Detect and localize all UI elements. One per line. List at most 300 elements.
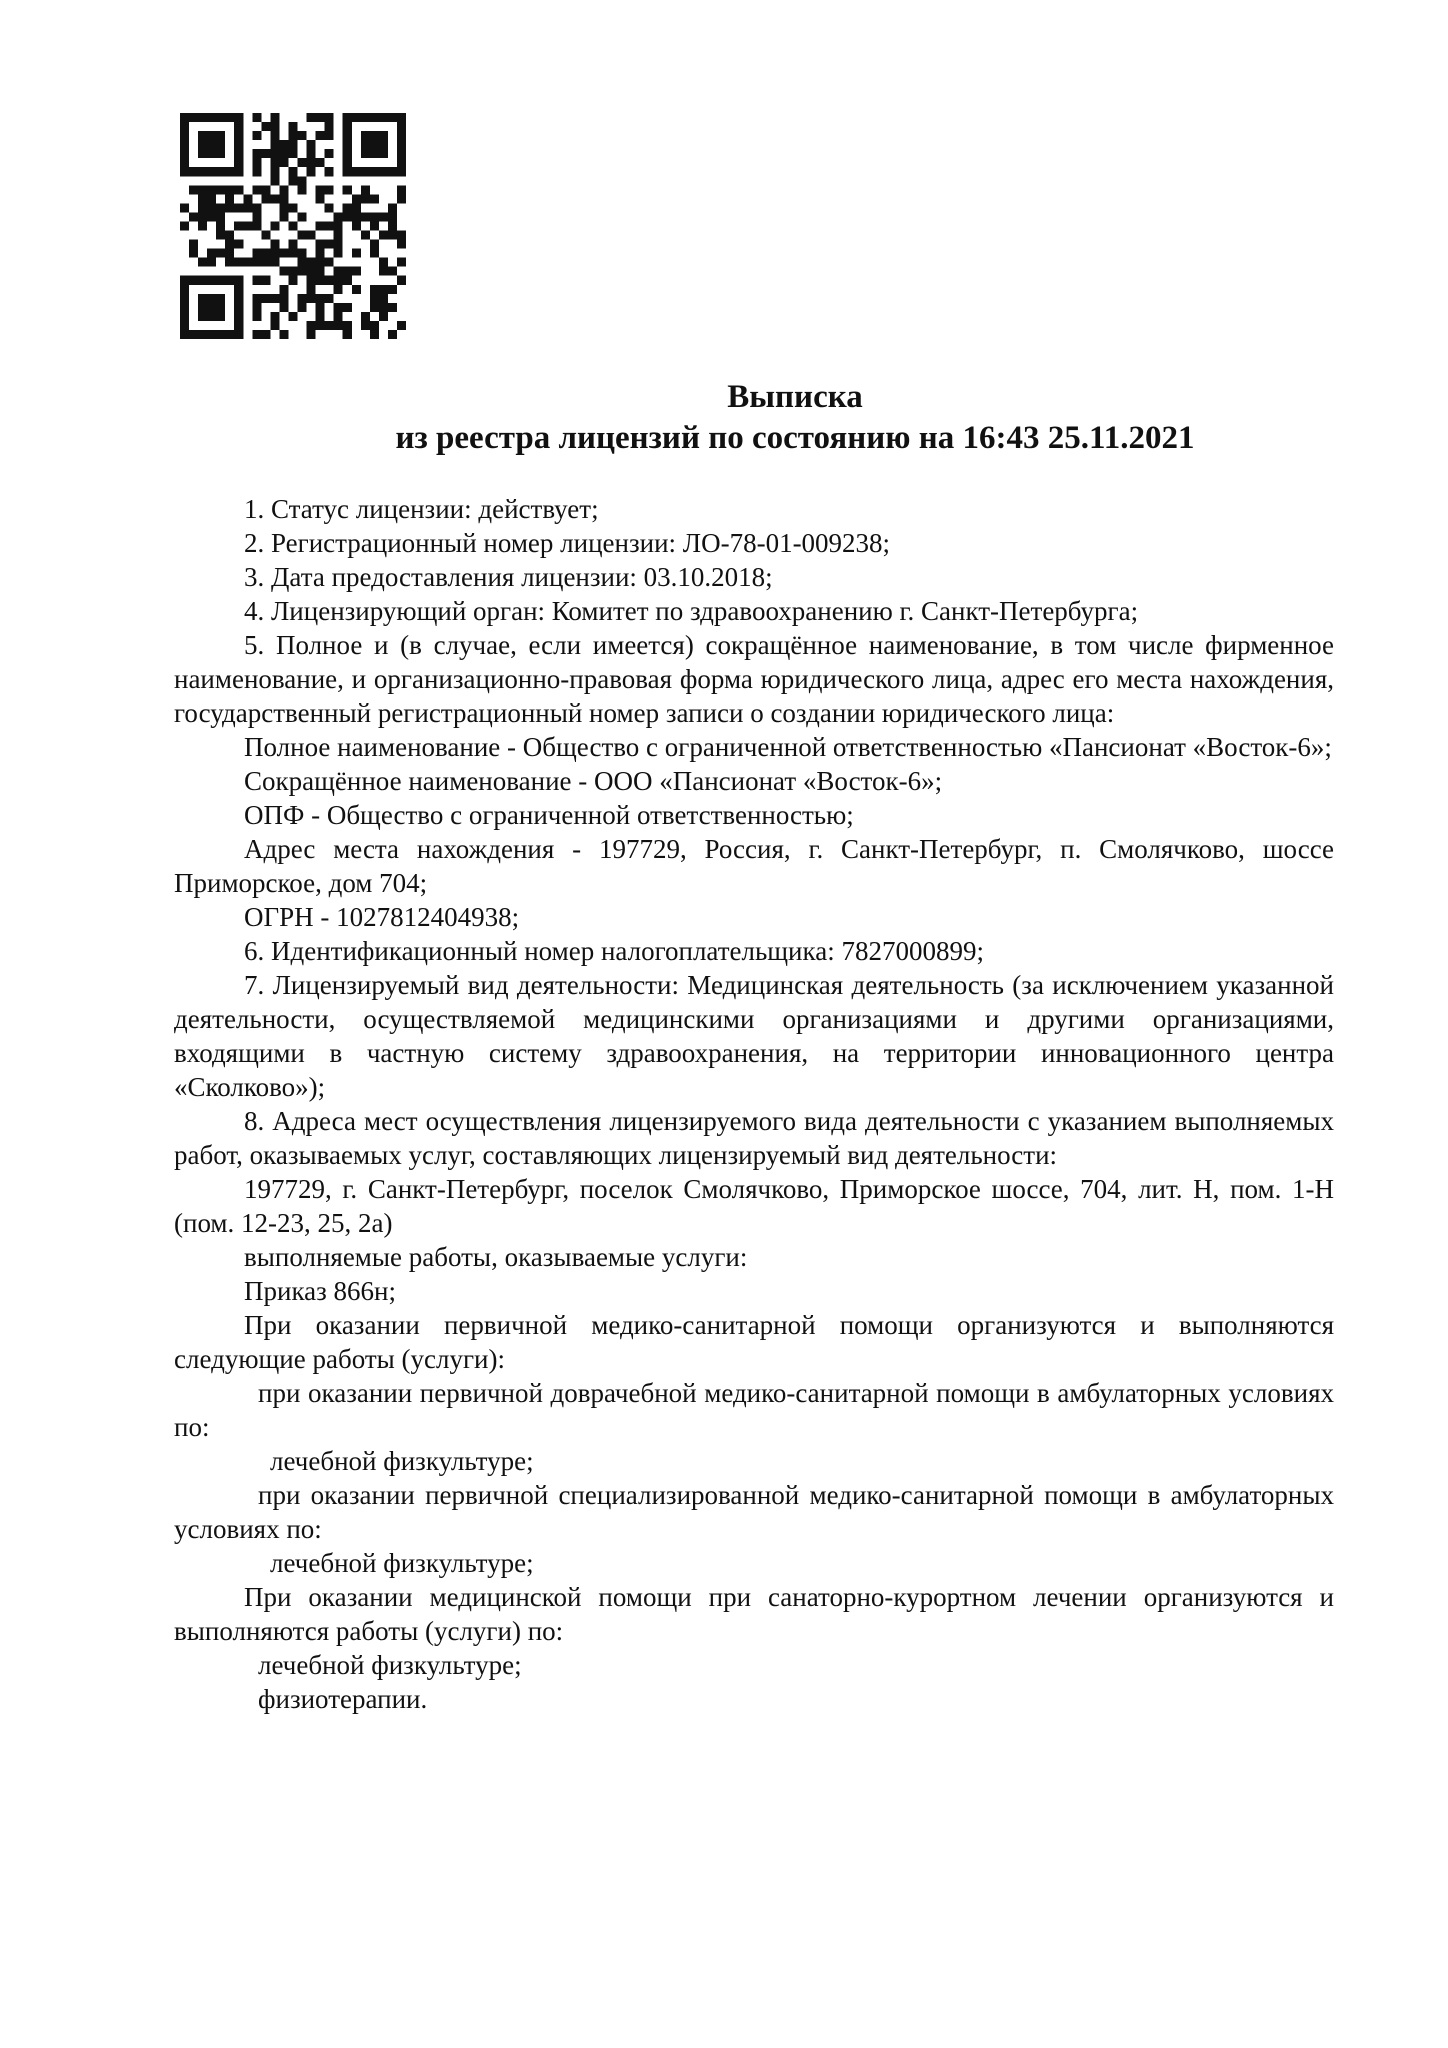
- qr-module: [379, 303, 388, 312]
- qr-module: [225, 167, 234, 176]
- qr-module: [216, 330, 225, 339]
- qr-module: [316, 303, 325, 312]
- qr-module: [370, 212, 379, 221]
- item-entity-intro: 5. Полное и (в случае, если имеется) сокращённое наименование, в том числе фирменное наименование, и организационно-правовая форма юридического лица, адрес его места нахождения, государственный регистрационный номер записи о создании юридического лица:: [174, 630, 1334, 728]
- qr-module: [234, 167, 243, 176]
- qr-module: [216, 221, 225, 230]
- qr-module: [343, 185, 352, 194]
- qr-module: [279, 194, 288, 203]
- qr-module: [180, 294, 189, 303]
- prehospital-care-heading: при оказании первичной доврачебной медико-санитарной помощи в амбулаторных условиях по:: [174, 1378, 1334, 1442]
- qr-module: [234, 158, 243, 167]
- qr-module: [234, 221, 243, 230]
- qr-module: [361, 149, 370, 158]
- qr-module: [288, 249, 297, 258]
- qr-module: [298, 258, 307, 267]
- qr-module: [325, 203, 334, 212]
- qr-module: [180, 158, 189, 167]
- qr-module: [325, 131, 334, 140]
- qr-module: [198, 330, 207, 339]
- qr-module: [361, 113, 370, 122]
- qr-module: [252, 185, 261, 194]
- qr-module: [334, 267, 343, 276]
- qr-module: [388, 221, 397, 230]
- qr-module: [234, 330, 243, 339]
- qr-module: [180, 303, 189, 312]
- qr-module: [379, 149, 388, 158]
- qr-module: [225, 113, 234, 122]
- qr-module: [334, 312, 343, 321]
- qr-module: [207, 203, 216, 212]
- qr-module: [325, 185, 334, 194]
- qr-module: [198, 212, 207, 221]
- qr-module: [316, 312, 325, 321]
- qr-module: [316, 194, 325, 203]
- qr-module: [234, 122, 243, 131]
- qr-module: [352, 194, 361, 203]
- qr-module: [189, 330, 198, 339]
- qr-module: [207, 194, 216, 203]
- qr-module: [288, 203, 297, 212]
- qr-module: [379, 285, 388, 294]
- qr-module: [180, 221, 189, 230]
- qr-module: [207, 303, 216, 312]
- qr-module: [207, 276, 216, 285]
- qr-module: [370, 194, 379, 203]
- qr-module: [180, 203, 189, 212]
- qr-module: [279, 267, 288, 276]
- qr-module: [189, 212, 198, 221]
- qr-module: [334, 303, 343, 312]
- item-licensed-activity: 7. Лицензируемый вид деятельности: Медицинская деятельность (за исключением указанной деятельности, осуществляемой медицинскими организациями и другими организациями, входящими в частную систему здравоохранения, на территории инновационного центра «Сколково»);: [174, 970, 1334, 1102]
- qr-module: [361, 194, 370, 203]
- document-body: [174, 492, 1334, 1716]
- qr-module: [334, 221, 343, 230]
- item-license-status: 1. Статус лицензии: действует;: [244, 494, 599, 524]
- qr-module: [279, 158, 288, 167]
- qr-module: [207, 149, 216, 158]
- qr-module: [207, 249, 216, 258]
- qr-module: [343, 303, 352, 312]
- qr-module: [252, 276, 261, 285]
- qr-module: [307, 258, 316, 267]
- qr-module: [279, 185, 288, 194]
- qr-module: [388, 167, 397, 176]
- primary-care-intro: При оказании первичной медико-санитарной помощи организуются и выполняются следующие работы (услуги):: [174, 1310, 1334, 1374]
- qr-module: [279, 140, 288, 149]
- qr-module: [225, 203, 234, 212]
- qr-module: [343, 203, 352, 212]
- qr-module: [334, 212, 343, 221]
- qr-module: [270, 258, 279, 267]
- qr-module: [270, 194, 279, 203]
- qr-module: [307, 276, 316, 285]
- qr-module: [270, 131, 279, 140]
- qr-module: [243, 221, 252, 230]
- qr-module: [234, 321, 243, 330]
- qr-module: [343, 267, 352, 276]
- qr-module: [316, 258, 325, 267]
- qr-module: [370, 303, 379, 312]
- qr-module: [207, 330, 216, 339]
- qr-module: [288, 149, 297, 158]
- qr-module: [388, 113, 397, 122]
- qr-module: [207, 294, 216, 303]
- qr-module: [252, 149, 261, 158]
- qr-module: [343, 131, 352, 140]
- qr-module: [225, 330, 234, 339]
- qr-module: [198, 203, 207, 212]
- qr-module: [234, 258, 243, 267]
- qr-module: [234, 312, 243, 321]
- qr-module: [270, 176, 279, 185]
- qr-module: [325, 122, 334, 131]
- qr-module: [252, 258, 261, 267]
- qr-module: [343, 276, 352, 285]
- qr-module: [216, 276, 225, 285]
- qr-module: [343, 212, 352, 221]
- qr-module: [325, 113, 334, 122]
- qr-module: [388, 267, 397, 276]
- qr-module: [316, 113, 325, 122]
- qr-module: [216, 249, 225, 258]
- qr-module: [397, 321, 406, 330]
- qr-module: [243, 194, 252, 203]
- qr-module: [388, 203, 397, 212]
- qr-module: [270, 149, 279, 158]
- item-places-intro: 8. Адреса мест осуществления лицензируемого вида деятельности с указанием выполняемых работ, оказываемых услуг, составляющих лицензируемый вид деятельности:: [174, 1106, 1334, 1170]
- qr-module: [379, 267, 388, 276]
- qr-module: [343, 330, 352, 339]
- qr-module: [379, 258, 388, 267]
- entity-ogrn: ОГРН - 1027812404938;: [244, 902, 520, 932]
- qr-module: [198, 131, 207, 140]
- qr-module: [234, 276, 243, 285]
- qr-module: [316, 249, 325, 258]
- qr-module: [198, 185, 207, 194]
- qr-module: [198, 294, 207, 303]
- qr-module: [252, 167, 261, 176]
- qr-module: [397, 258, 406, 267]
- qr-module: [180, 149, 189, 158]
- qr-module: [361, 131, 370, 140]
- qr-module: [234, 294, 243, 303]
- qr-module: [388, 212, 397, 221]
- qr-module: [288, 276, 297, 285]
- qr-module: [270, 312, 279, 321]
- qr-module: [307, 231, 316, 240]
- qr-module: [334, 321, 343, 330]
- qr-module: [379, 312, 388, 321]
- qr-module: [397, 276, 406, 285]
- qr-module: [252, 249, 261, 258]
- qr-module: [343, 140, 352, 149]
- item-issue-date: 3. Дата предоставления лицензии: 03.10.2018;: [244, 562, 773, 592]
- qr-module: [334, 231, 343, 240]
- qr-module: [361, 167, 370, 176]
- qr-module: [261, 258, 270, 267]
- qr-module: [216, 167, 225, 176]
- qr-module: [379, 140, 388, 149]
- qr-module: [352, 221, 361, 230]
- qr-module: [270, 249, 279, 258]
- qr-module: [198, 194, 207, 203]
- qr-module: [252, 203, 261, 212]
- qr-module: [379, 131, 388, 140]
- qr-module: [307, 285, 316, 294]
- qr-module: [379, 231, 388, 240]
- qr-module: [180, 131, 189, 140]
- qr-module: [352, 285, 361, 294]
- qr-module: [397, 131, 406, 140]
- qr-module: [189, 240, 198, 249]
- qr-module: [243, 258, 252, 267]
- qr-module: [379, 212, 388, 221]
- qr-module: [198, 312, 207, 321]
- qr-module: [298, 294, 307, 303]
- qr-module: [370, 330, 379, 339]
- qr-module: [316, 267, 325, 276]
- qr-module: [298, 158, 307, 167]
- qr-module: [261, 330, 270, 339]
- qr-module: [325, 294, 334, 303]
- qr-module: [334, 276, 343, 285]
- qr-module: [352, 113, 361, 122]
- qr-module: [352, 212, 361, 221]
- qr-module: [397, 149, 406, 158]
- order-reference: Приказ 866н;: [244, 1276, 397, 1306]
- qr-module: [234, 240, 243, 249]
- qr-module: [343, 149, 352, 158]
- qr-module: [261, 185, 270, 194]
- qr-module: [252, 131, 261, 140]
- qr-module: [361, 212, 370, 221]
- qr-module: [370, 140, 379, 149]
- qr-module: [298, 231, 307, 240]
- entity-short-name: Сокращённое наименование - ООО «Пансионат «Восток-6»;: [244, 766, 943, 796]
- qr-module: [361, 312, 370, 321]
- qr-module: [180, 122, 189, 131]
- qr-module: [198, 140, 207, 149]
- qr-module: [307, 149, 316, 158]
- qr-code-icon: [180, 113, 406, 339]
- qr-module: [189, 167, 198, 176]
- qr-module: [397, 140, 406, 149]
- qr-module: [261, 294, 270, 303]
- qr-module: [316, 131, 325, 140]
- qr-module: [216, 303, 225, 312]
- specialized-care-heading: при оказании первичной специализированной медико-санитарной помощи в амбулаторных условиях по:: [174, 1480, 1334, 1544]
- qr-module: [370, 113, 379, 122]
- qr-module: [225, 194, 234, 203]
- qr-module: [370, 249, 379, 258]
- qr-module: [198, 276, 207, 285]
- qr-module: [307, 330, 316, 339]
- qr-module: [397, 167, 406, 176]
- qr-module: [397, 240, 406, 249]
- qr-module: [279, 303, 288, 312]
- qr-module: [325, 221, 334, 230]
- qr-module: [361, 321, 370, 330]
- service-item: лечебной физкультуре;: [270, 1548, 534, 1578]
- entity-address: Адрес места нахождения - 197729, Россия, г. Санкт-Петербург, п. Смолячково, шоссе Приморское, дом 704;: [174, 834, 1334, 898]
- qr-module: [207, 185, 216, 194]
- qr-module: [288, 221, 297, 230]
- works-label: выполняемые работы, оказываемые услуги:: [244, 1242, 748, 1272]
- qr-module: [361, 231, 370, 240]
- qr-module: [298, 176, 307, 185]
- qr-module: [343, 167, 352, 176]
- qr-module: [343, 158, 352, 167]
- qr-module: [352, 267, 361, 276]
- qr-module: [325, 149, 334, 158]
- qr-module: [288, 176, 297, 185]
- qr-module: [307, 321, 316, 330]
- place-address: 197729, г. Санкт-Петербург, поселок Смолячково, Приморское шоссе, 704, лит. Н, пом. 1-Н (пом. 12-23, 25, 2а): [174, 1174, 1334, 1238]
- qr-module: [298, 131, 307, 140]
- qr-module: [234, 113, 243, 122]
- qr-module: [198, 167, 207, 176]
- qr-module: [279, 149, 288, 158]
- qr-module: [243, 203, 252, 212]
- qr-module: [207, 312, 216, 321]
- service-item: лечебной физкультуре;: [258, 1650, 522, 1680]
- qr-module: [298, 303, 307, 312]
- qr-module: [270, 240, 279, 249]
- qr-module: [180, 312, 189, 321]
- qr-module: [370, 240, 379, 249]
- qr-module: [379, 294, 388, 303]
- qr-module: [189, 249, 198, 258]
- qr-module: [307, 167, 316, 176]
- qr-module: [397, 158, 406, 167]
- qr-module: [234, 285, 243, 294]
- qr-module: [216, 185, 225, 194]
- qr-module: [343, 113, 352, 122]
- qr-module: [180, 113, 189, 122]
- qr-module: [370, 149, 379, 158]
- qr-module: [288, 167, 297, 176]
- qr-module: [252, 312, 261, 321]
- qr-module: [252, 158, 261, 167]
- qr-module: [180, 285, 189, 294]
- item-tax-id: 6. Идентификационный номер налогоплательщика: 7827000899;: [244, 936, 984, 966]
- qr-module: [189, 276, 198, 285]
- qr-module: [198, 303, 207, 312]
- qr-module: [325, 240, 334, 249]
- qr-module: [234, 131, 243, 140]
- qr-module: [225, 276, 234, 285]
- qr-module: [370, 131, 379, 140]
- qr-module: [307, 294, 316, 303]
- qr-module: [207, 212, 216, 221]
- document-subtitle: из реестра лицензий по состоянию на 16:43 25.11.2021: [395, 420, 1195, 456]
- document-title: Выписка: [727, 379, 863, 415]
- qr-module: [352, 249, 361, 258]
- qr-module: [270, 113, 279, 122]
- qr-module: [288, 267, 297, 276]
- qr-module: [270, 294, 279, 303]
- qr-module: [216, 140, 225, 149]
- qr-module: [352, 203, 361, 212]
- qr-module: [298, 249, 307, 258]
- qr-module: [216, 231, 225, 240]
- qr-module: [397, 231, 406, 240]
- qr-module: [388, 231, 397, 240]
- qr-module: [334, 240, 343, 249]
- qr-module: [180, 140, 189, 149]
- qr-module: [388, 303, 397, 312]
- qr-module: [234, 140, 243, 149]
- qr-module: [180, 167, 189, 176]
- qr-module: [270, 221, 279, 230]
- qr-module: [279, 249, 288, 258]
- qr-module: [225, 231, 234, 240]
- qr-code-graphic: [180, 113, 406, 339]
- qr-module: [207, 167, 216, 176]
- qr-module: [261, 249, 270, 258]
- qr-module: [298, 212, 307, 221]
- qr-module: [216, 294, 225, 303]
- qr-module: [316, 185, 325, 194]
- qr-module: [234, 303, 243, 312]
- service-item: физиотерапии.: [258, 1684, 428, 1714]
- qr-module: [316, 240, 325, 249]
- qr-module: [379, 167, 388, 176]
- qr-module: [397, 194, 406, 203]
- qr-module: [325, 276, 334, 285]
- qr-module: [361, 185, 370, 194]
- qr-module: [307, 267, 316, 276]
- qr-module: [370, 285, 379, 294]
- qr-module: [216, 203, 225, 212]
- qr-module: [325, 258, 334, 267]
- qr-module: [225, 249, 234, 258]
- qr-module: [225, 240, 234, 249]
- qr-module: [225, 258, 234, 267]
- qr-module: [316, 321, 325, 330]
- qr-module: [207, 258, 216, 267]
- qr-module: [207, 113, 216, 122]
- qr-module: [252, 294, 261, 303]
- qr-module: [270, 321, 279, 330]
- qr-module: [279, 212, 288, 221]
- qr-module: [261, 122, 270, 131]
- qr-module: [216, 212, 225, 221]
- qr-module: [288, 140, 297, 149]
- qr-module: [261, 231, 270, 240]
- qr-module: [388, 285, 397, 294]
- qr-module: [216, 131, 225, 140]
- qr-module: [198, 113, 207, 122]
- qr-module: [180, 276, 189, 285]
- qr-module: [397, 122, 406, 131]
- qr-module: [288, 240, 297, 249]
- qr-module: [270, 140, 279, 149]
- qr-module: [261, 194, 270, 203]
- qr-module: [216, 113, 225, 122]
- qr-module: [270, 122, 279, 131]
- qr-module: [207, 131, 216, 140]
- qr-module: [279, 285, 288, 294]
- service-item: лечебной физкультуре;: [270, 1446, 534, 1476]
- qr-module: [370, 167, 379, 176]
- qr-module: [270, 167, 279, 176]
- qr-module: [207, 140, 216, 149]
- qr-module: [334, 249, 343, 258]
- qr-module: [261, 149, 270, 158]
- qr-module: [298, 267, 307, 276]
